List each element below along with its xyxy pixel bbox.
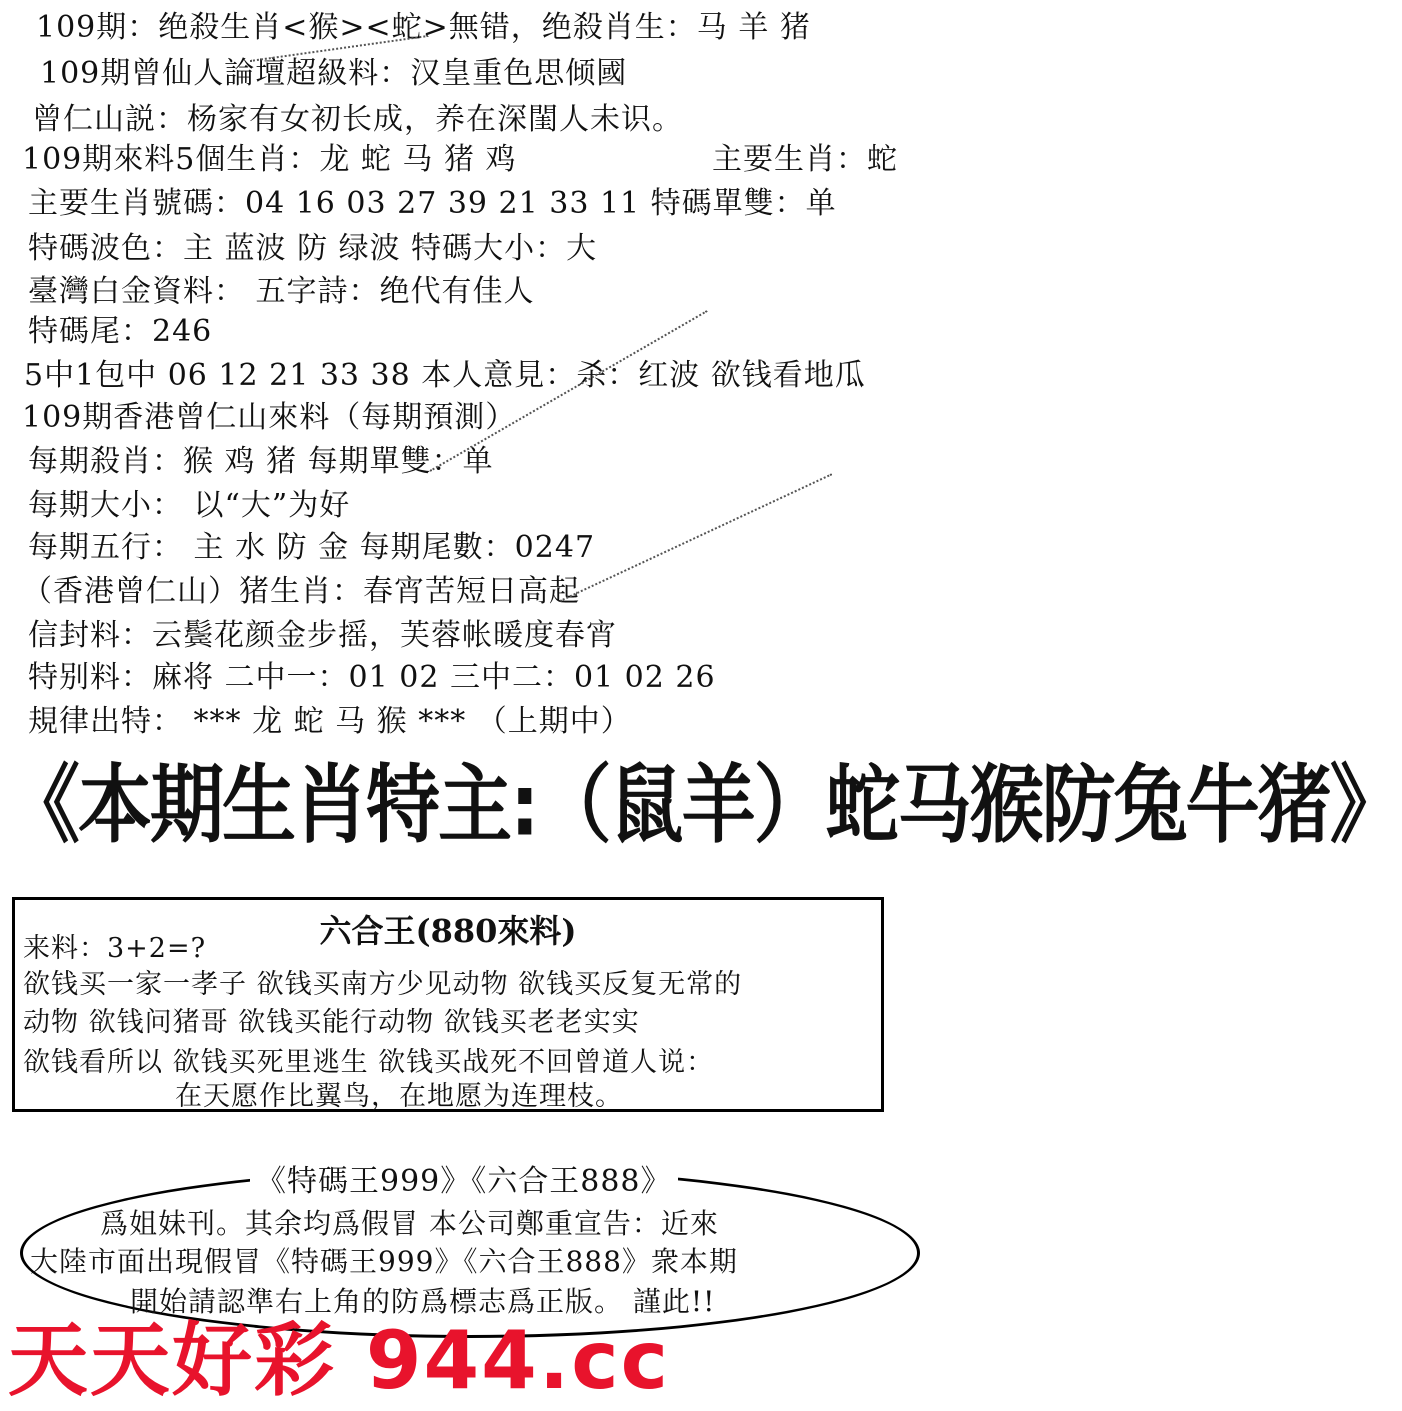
line-13: 每期五行： 主 水 防 金 每期尾數：0247 [28,530,596,565]
line-15: 信封料：云鬓花颜金步摇，芙蓉帐暖度春宵 [28,618,617,653]
site-watermark: 天天好彩 944.cc [8,1314,671,1407]
headline: 《本期生肖特主:（鼠羊）蛇马猴防兔牛猪》 [6,756,1402,855]
line-17: 規律出特： *** 龙 蛇 马 猴 *** （上期中） [28,704,632,739]
notice-line-1: 《特碼王999》《六合王888》 [250,1156,678,1200]
line-3: 曾仁山説：杨家有女初长成，养在深閨人未识。 [32,102,683,137]
line-12: 每期大小： 以“大”为好 [28,488,351,523]
main-tip: 主要生肖：蛇 [712,142,898,177]
info-box [12,897,884,1112]
notice-line-2: 爲姐妹刊。其余均爲假冒 本公司鄭重宣告：近來 [100,1207,719,1240]
line-5: 主要生肖號碼：04 16 03 27 39 21 33 11 特碼單雙：单 [28,186,837,221]
line-16: 特别料：麻将 二中一：01 02 三中二：01 02 26 [28,660,716,695]
notice-line-3: 大陸市面出現假冒《特碼王999》《六合王888》衆本期 [30,1245,738,1278]
scratch-mark [560,473,833,602]
box-line-3: 动物 欲钱问猪哥 欲钱买能行动物 欲钱买老老实实 [23,1007,640,1038]
line-9: 5中1包中 06 12 21 33 38 本人意見：杀：红波 欲钱看地瓜 [24,358,866,393]
line-10: 109期香港曾仁山來料（每期預測） [22,400,517,435]
box-line-2: 欲钱买一家一孝子 欲钱买南方少见动物 欲钱买反复无常的 [23,969,743,1000]
box-title: 六合王(880來料) [319,912,577,950]
line-1: 109期：绝殺生肖<猴><蛇>無错，绝殺肖生：马 羊 猪 [36,10,811,45]
line-11: 每期殺肖：猴 鸡 猪 每期單雙：单 [28,444,494,479]
box-line-4: 欲钱看所以 欲钱买死里逃生 欲钱买战死不回曾道人说： [23,1047,715,1078]
box-line-1: 来料：3+2=? [23,933,207,964]
line-7: 臺灣白金資料： 五字詩：绝代有佳人 [28,274,535,309]
line-6: 特碼波色：主 蓝波 防 绿波 特碼大小：大 [28,231,598,266]
line-4: 109期來料5個生肖：龙 蛇 马 猪 鸡 [22,142,517,177]
line-2: 109期曾仙人論壇超級料：汉皇重色思倾國 [40,56,628,91]
line-8: 特碼尾：246 [28,314,213,349]
box-line-5: 在天愿作比翼鸟，在地愿为连理枝。 [175,1081,623,1112]
line-14: （香港曾仁山）猪生肖：春宵苦短日高起 [22,574,580,609]
notice-line-4: 開始請認準右上角的防爲標志爲正版。 謹此!! [130,1285,716,1318]
